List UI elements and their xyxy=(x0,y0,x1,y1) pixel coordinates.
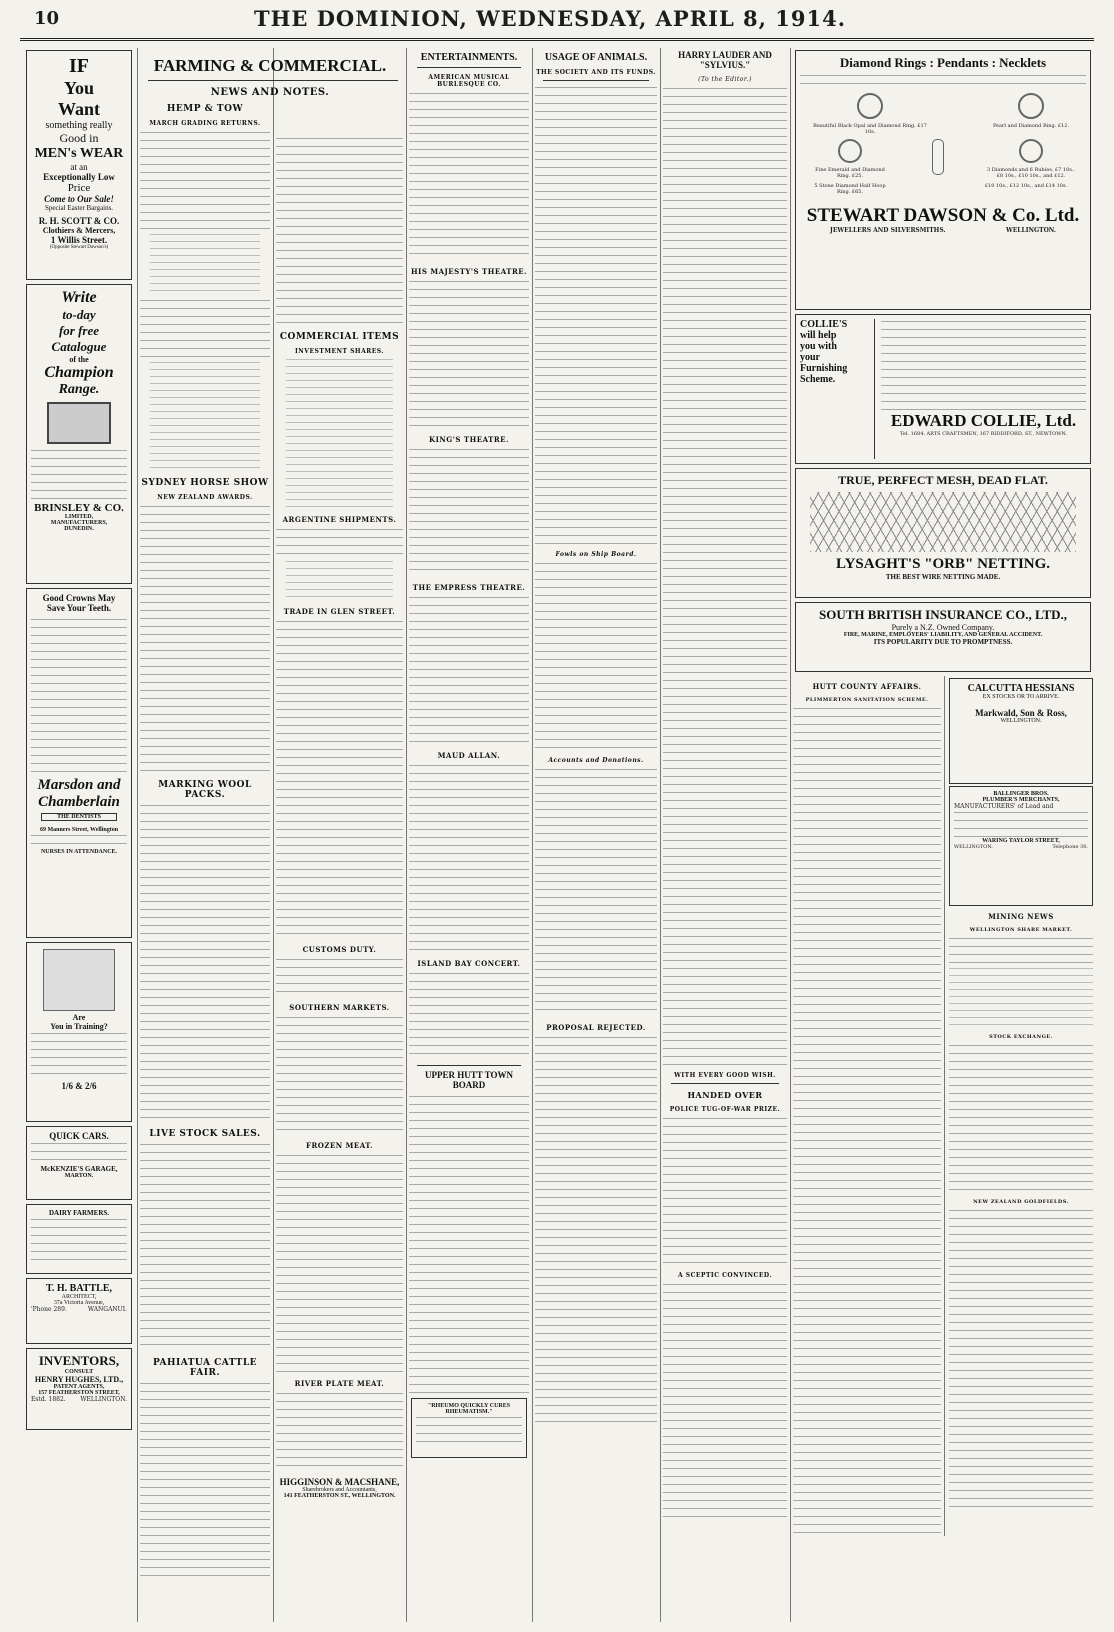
ad-text: JEWELLERS AND SILVERSMITHS. xyxy=(830,227,946,234)
ad-body-text xyxy=(31,833,127,849)
architect-ad xyxy=(26,1278,132,1344)
news-and-notes-heading: NEWS AND NOTES. xyxy=(210,87,330,98)
ad-text: You xyxy=(63,78,94,98)
ad-text: Furnishing xyxy=(800,363,848,374)
article-text xyxy=(140,130,270,230)
ad-heading: INVENTORS, xyxy=(38,1353,120,1368)
ad-text: Estd. 1882. xyxy=(31,1396,66,1403)
harry-lauder-column xyxy=(663,46,787,1624)
share-table xyxy=(286,359,393,509)
ad-text: for free xyxy=(58,323,100,338)
pendant-icon xyxy=(932,139,944,175)
ads-column-right xyxy=(793,46,1093,1624)
ruby-ring-icon xyxy=(1019,139,1043,163)
article-text xyxy=(409,1094,529,1394)
article-heading: ISLAND BAY CONCERT. xyxy=(417,959,521,968)
article-text xyxy=(663,86,787,1066)
right-news-and-ads xyxy=(945,676,1093,1536)
column-divider xyxy=(273,48,274,1622)
article-heading: NEW ZEALAND GOLDFIELDS. xyxy=(973,1199,1069,1205)
ad-price: 1/6 & 2/6 xyxy=(61,1081,97,1091)
article-heading: PAHIATUA CATTLE FAIR. xyxy=(152,1358,258,1378)
ad-firm: R. H. SCOTT & CO. xyxy=(38,216,120,226)
ad-body-text xyxy=(881,319,1086,411)
ad-text: ARCHITECT, xyxy=(61,1294,97,1300)
ad-item-caption: 3 Diamonds and 6 Rubies. £7 10s., £8 10s., £10 10s., and £12. xyxy=(987,167,1075,179)
article-text xyxy=(276,1153,403,1373)
emerald-ring-icon xyxy=(838,139,862,163)
ad-firm: BALLINGER BROS. xyxy=(993,791,1049,797)
ad-text: WELLINGTON. xyxy=(954,844,993,850)
section-title: USAGE OF ANIMALS. xyxy=(544,52,648,63)
article-text xyxy=(276,136,403,326)
wire-mesh-icon xyxy=(810,492,1076,552)
ad-text: Good in xyxy=(59,131,99,145)
ad-text: MARTON. xyxy=(64,1173,94,1179)
ad-text: Tel. 1684. ARTS CRAFTSMEN, 167 RIDDIFORD, ST., NEWTOWN. xyxy=(899,431,1068,437)
article-heading: STOCK EXCHANGE. xyxy=(989,1034,1053,1040)
article-text xyxy=(409,971,529,1061)
article-subheading: WELLINGTON SHARE MARKET. xyxy=(969,927,1073,933)
article-heading: Fowls on Ship Board. xyxy=(555,551,637,558)
ad-heading: "RHEUMO QUICKLY CURES RHEUMATISM." xyxy=(427,1403,511,1415)
grading-table xyxy=(150,362,260,472)
article-text xyxy=(949,1208,1093,1508)
article-heading: RIVER PLATE MEAT. xyxy=(294,1379,385,1388)
broker-ad-text: 141 FEATHERSTON ST., WELLINGTON. xyxy=(283,1493,396,1499)
ad-text: you with xyxy=(800,341,837,352)
ad-heading: TRUE, PERFECT MESH, DEAD FLAT. xyxy=(838,473,1048,487)
article-text xyxy=(409,595,529,745)
article-text xyxy=(409,91,529,261)
ad-text: 'Phone 289. xyxy=(31,1306,67,1313)
ad-text: Clothiers & Mercers, xyxy=(42,226,116,235)
article-text xyxy=(409,447,529,577)
share-market-table xyxy=(949,968,1093,1028)
ad-text: at an xyxy=(70,162,88,172)
article-subheading: PLIMMERTON SANITATION SCHEME. xyxy=(805,697,929,703)
ad-heading: QUICK CARS. xyxy=(49,1131,109,1141)
ad-text: something really xyxy=(45,120,113,131)
shipment-table xyxy=(286,561,393,601)
ads-column-left xyxy=(24,46,134,1624)
ad-text: Want xyxy=(57,99,100,119)
inventors-ad xyxy=(26,1348,132,1430)
article-text xyxy=(949,936,1093,966)
ad-text: THE BEST WIRE NETTING MADE. xyxy=(885,573,1001,581)
article-heading: COMMERCIAL ITEMS xyxy=(279,332,400,342)
article-heading: PROPOSAL REJECTED. xyxy=(546,1023,646,1032)
broker-ad-text: Sharebrokers and Accountants, xyxy=(302,1487,377,1493)
ad-text: Come to Our Sale! xyxy=(44,194,114,204)
column-divider xyxy=(406,48,407,1622)
training-ad xyxy=(26,942,132,1122)
ad-body-text xyxy=(954,810,1088,838)
article-heading: MARKING WOOL PACKS. xyxy=(158,780,252,800)
article-subheading: POLICE TUG-OF-WAR PRIZE. xyxy=(669,1106,781,1113)
article-heading: TRADE IN GLEN STREET. xyxy=(283,607,396,616)
lysaght-netting-ad xyxy=(795,468,1091,598)
article-text xyxy=(535,1035,657,1425)
usage-of-animals-column xyxy=(535,46,657,1624)
ad-text: 157 FEATHERSTON STREET, xyxy=(38,1390,120,1396)
muscleman-illustration-icon xyxy=(43,949,115,1011)
article-subheading: MARCH GRADING RETURNS. xyxy=(149,120,261,127)
ad-text: Exceptionally Low xyxy=(43,172,115,182)
ad-item-caption: Fine Emerald and Diamond Ring. £25. xyxy=(815,167,885,179)
south-british-insurance-ad xyxy=(795,602,1091,672)
ad-heading: CALCUTTA HESSIANS xyxy=(967,683,1075,694)
quick-cars-ad xyxy=(26,1126,132,1200)
ad-text: WELLINGTON. xyxy=(1005,227,1056,234)
ad-heading: DAIRY FARMERS. xyxy=(48,1209,110,1217)
ad-text: MANUFACTURERS' of Lead and xyxy=(954,803,1054,810)
ad-firm: STEWART DAWSON & Co. Ltd. xyxy=(806,205,1080,226)
grading-table xyxy=(150,234,260,294)
ad-text: COLLIE'S xyxy=(800,319,848,330)
column-divider xyxy=(790,48,791,1622)
ad-firm: Marsdon and xyxy=(37,777,121,793)
article-subheading: THE SOCIETY AND ITS FUNDS. xyxy=(536,69,656,76)
masthead xyxy=(0,0,1114,46)
ad-item-caption: Pearl and Diamond Ring. £12. xyxy=(992,123,1070,129)
ad-firm: T. H. BATTLE, xyxy=(45,1283,113,1294)
ad-text: Price xyxy=(67,182,91,194)
ad-body-text xyxy=(31,1217,127,1261)
ad-text: Catalogue xyxy=(51,339,107,354)
article-heading: SYDNEY HORSE SHOW xyxy=(141,478,269,488)
article-text xyxy=(409,763,529,953)
champion-range-ad xyxy=(26,284,132,584)
article-heading: CUSTOMS DUTY. xyxy=(302,945,377,954)
ad-text: You in Training? xyxy=(50,1022,108,1031)
ad-text: to-day xyxy=(62,307,96,322)
calcutta-hessians-ad xyxy=(949,678,1093,784)
article-heading: WITH EVERY GOOD WISH. xyxy=(674,1072,776,1079)
article-heading: MAUD ALLAN. xyxy=(437,751,501,760)
article-subheading: NEW ZEALAND AWARDS. xyxy=(157,494,253,501)
article-heading: HEMP & TOW xyxy=(166,104,244,114)
section-title: ENTERTAINMENTS. xyxy=(420,52,518,63)
article-heading: AMERICAN MUSICAL BURLESQUE CO. xyxy=(428,74,510,88)
ad-body-text xyxy=(31,1031,127,1081)
ad-text: CONSULT xyxy=(64,1369,94,1375)
article-heading: LIVE STOCK SALES. xyxy=(149,1129,261,1139)
dairy-farmers-ad xyxy=(26,1204,132,1274)
article-heading: UPPER HUTT TOWN BOARD xyxy=(424,1070,514,1090)
ad-text: Purely a N.Z. Owned Company. xyxy=(891,623,995,632)
ad-text: WARING TAYLOR STREET, xyxy=(982,838,1060,844)
commercial-items-column xyxy=(276,46,403,1624)
ad-text: DUNEDIN. xyxy=(64,526,94,532)
article-text xyxy=(663,1282,787,1522)
article-text xyxy=(276,1015,403,1135)
article-text xyxy=(535,767,657,1017)
ad-text: LIMITED, xyxy=(64,514,94,520)
ad-firm: SOUTH BRITISH INSURANCE CO., LTD., xyxy=(818,607,1068,622)
ad-firm: LYSAGHT'S "ORB" NETTING. xyxy=(835,556,1051,572)
ad-item-caption: 5 Stone Diamond Half Hoop Ring. £65. xyxy=(814,183,886,195)
article-heading: HUTT COUNTY AFFAIRS. xyxy=(812,682,922,691)
ad-firm: Markwald, Son & Ross, xyxy=(975,708,1067,718)
article-heading: HIS MAJESTY'S THEATRE. xyxy=(410,267,528,276)
broker-ad-firm: HIGGINSON & MACSHANE, xyxy=(279,1477,400,1487)
article-heading: KING'S THEATRE. xyxy=(429,435,509,444)
article-text xyxy=(949,1043,1093,1193)
ad-body-text xyxy=(31,1141,127,1165)
hutt-county-article xyxy=(793,676,945,1536)
article-text xyxy=(276,527,403,557)
ad-firm: Chamberlain xyxy=(38,794,120,810)
ad-text: WANGANUI. xyxy=(87,1306,127,1313)
article-heading: A SCEPTIC CONVINCED. xyxy=(678,1272,772,1279)
ad-text: WELLINGTON. xyxy=(1000,718,1042,724)
article-text xyxy=(276,1391,403,1471)
article-text xyxy=(140,1142,270,1352)
page-number: 10 xyxy=(34,8,60,29)
dentists-ad xyxy=(26,588,132,938)
article-text xyxy=(535,561,657,751)
ad-text: MEN's WEAR xyxy=(34,146,124,161)
ad-text: NURSES IN ATTENDANCE. xyxy=(40,849,118,855)
entertainments-column xyxy=(409,46,529,1624)
article-heading: MINING NEWS xyxy=(988,912,1054,921)
scott-clothiers-ad xyxy=(26,50,132,280)
article-heading: HANDED OVER xyxy=(687,1090,763,1100)
ad-text: FIRE, MARINE, EMPLOYERS' LIABILITY, AND GENERAL ACCIDENT. xyxy=(843,632,1043,638)
ad-text: WELLINGTON. xyxy=(80,1396,127,1403)
ad-firm: EDWARD COLLIE, Ltd. xyxy=(890,411,1077,430)
article-text xyxy=(276,619,403,939)
article-text xyxy=(140,298,270,358)
ad-body-text xyxy=(31,617,127,777)
article-heading: SOUTHERN MARKETS. xyxy=(289,1003,390,1012)
ad-text: will help xyxy=(800,330,837,341)
ad-text: 69 Manners Street, Wellington xyxy=(39,827,119,833)
article-text xyxy=(793,706,941,1536)
article-heading: ARGENTINE SHIPMENTS. xyxy=(282,515,397,524)
ad-item-caption: Beautiful Black Opal and Diamond Ring. £17 10s. xyxy=(813,123,927,135)
pearl-ring-icon xyxy=(1018,93,1044,119)
newspaper-title: THE DOMINION, WEDNESDAY, APRIL 8, 1914. xyxy=(253,6,847,31)
ad-text: THE DENTISTS xyxy=(41,813,117,821)
ad-text: Special Easter Bargains. xyxy=(44,204,114,212)
ad-text: PATENT AGENTS, xyxy=(53,1384,105,1390)
ad-text: Good Crowns May xyxy=(42,593,116,603)
ad-body-text xyxy=(800,73,1086,89)
article-subheading: INVESTMENT SHARES. xyxy=(295,348,384,355)
ad-text: IF xyxy=(69,55,89,77)
article-text xyxy=(140,504,270,774)
article-heading: THE EMPRESS THEATRE. xyxy=(412,583,526,592)
ad-firm: HENRY HUGHES, LTD., xyxy=(34,1375,124,1384)
section-title: FARMING & COMMERCIAL. xyxy=(153,56,387,75)
article-text xyxy=(276,957,403,997)
ad-text: Write xyxy=(61,289,97,306)
ad-item-caption: £10 10s., £12 10s., and £14 10s. xyxy=(984,183,1068,189)
article-heading: Accounts and Donations. xyxy=(548,757,644,764)
ad-body-text xyxy=(416,1415,522,1449)
ad-text: Are xyxy=(72,1013,86,1022)
ad-body-text xyxy=(31,448,127,502)
masthead-rule xyxy=(20,38,1094,41)
ad-firm: BRINSLEY & CO. xyxy=(34,502,124,514)
ad-text: Range. xyxy=(58,382,100,397)
article-text xyxy=(409,279,529,429)
ad-text: Telephone 30. xyxy=(1052,844,1088,850)
ad-text: (Opposite Stewart Dawson's) xyxy=(49,245,109,250)
stewart-dawson-ad xyxy=(795,50,1091,310)
column-divider xyxy=(137,48,138,1622)
ad-text: Save Your Teeth. xyxy=(46,603,112,613)
article-text xyxy=(140,803,270,1123)
ad-text: Champion xyxy=(44,364,114,381)
column-divider xyxy=(532,48,533,1622)
ad-text: 37a Victoria Avenue, xyxy=(53,1300,105,1306)
rheumo-ad xyxy=(411,1398,527,1458)
article-text xyxy=(140,1381,270,1581)
article-text xyxy=(535,85,657,545)
collie-furnishing-ad xyxy=(795,314,1091,464)
ad-heading: Diamond Rings : Pendants : Necklets xyxy=(839,55,1047,70)
ad-text: ITS POPULARITY DUE TO PROMPTNESS. xyxy=(873,638,1013,646)
opal-ring-icon xyxy=(857,93,883,119)
ad-text: MANUFACTURERS, xyxy=(50,520,108,526)
ad-text: your xyxy=(800,352,820,363)
ad-text: 1 Willis Street. xyxy=(50,235,108,245)
section-title: HARRY LAUDER AND "SYLVIUS." xyxy=(678,50,772,70)
ballinger-bros-ad xyxy=(949,786,1093,906)
ad-text: EX STOCKS OR TO ARRIVE. xyxy=(982,694,1060,700)
ad-text: of the xyxy=(69,355,89,364)
ad-firm: McKENZIE'S GARAGE, xyxy=(40,1165,118,1173)
column-divider xyxy=(660,48,661,1622)
stove-icon xyxy=(47,402,111,444)
article-heading: FROZEN MEAT. xyxy=(305,1141,374,1150)
article-text xyxy=(663,1116,787,1266)
article-subheading: (To the Editor.) xyxy=(698,76,752,83)
ad-text: Scheme. xyxy=(800,374,836,385)
ad-text: PLUMBER'S MERCHANTS, xyxy=(982,797,1060,803)
